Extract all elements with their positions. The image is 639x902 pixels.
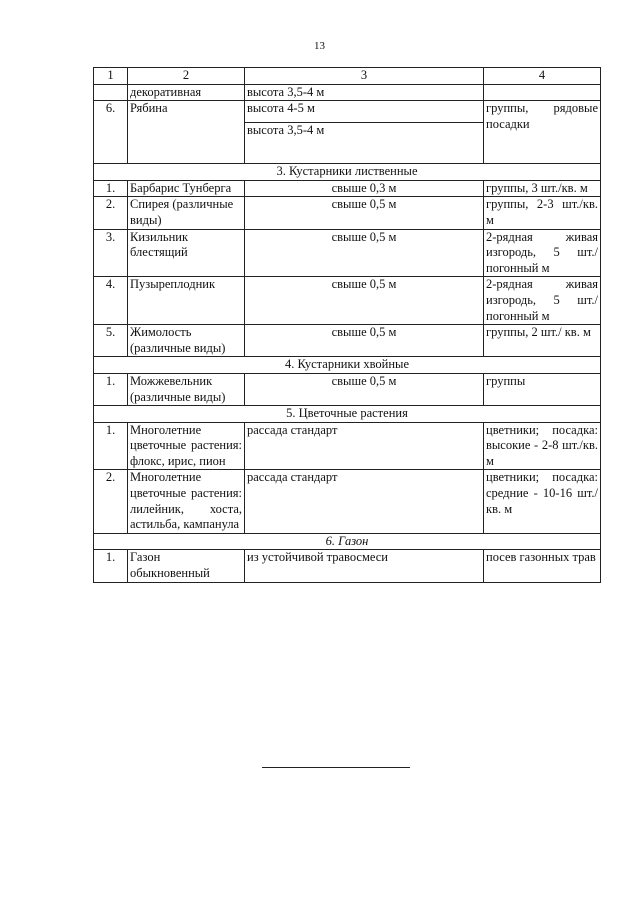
section-row bbox=[94, 406, 601, 423]
row-size: рассада стандарт bbox=[245, 422, 484, 470]
table-row bbox=[94, 550, 601, 582]
header-col-4: 4 bbox=[484, 68, 601, 85]
row-size: свыше 0,5 м bbox=[245, 229, 484, 277]
row-number: 6. bbox=[94, 101, 128, 164]
row-size: свыше 0,5 м bbox=[245, 277, 484, 325]
row-number bbox=[94, 84, 128, 101]
row-use: цветники; посадка: средние - 10-16 шт./кв. м bbox=[484, 470, 601, 533]
row-number: 4. bbox=[94, 277, 128, 325]
row-number: 1. bbox=[94, 550, 128, 582]
row-name: Барбарис Тунберга bbox=[128, 180, 245, 197]
table-row bbox=[94, 84, 601, 101]
row-name: Многолетние цветочные растения: флокс, ирис, пион bbox=[128, 422, 245, 470]
table-row bbox=[94, 180, 601, 197]
row-number: 1. bbox=[94, 180, 128, 197]
row-name: Многолетние цветочные растения: лилейник, хоста, астильба, кампанула bbox=[128, 470, 245, 533]
page-number: 13 bbox=[314, 40, 325, 52]
row-use: 2-рядная живая изгородь, 5 шт./ погонный м bbox=[484, 277, 601, 325]
header-col-2: 2 bbox=[128, 68, 245, 85]
row-name: декоративная bbox=[128, 84, 245, 101]
section-row bbox=[94, 357, 601, 374]
row-size: высота 3,5-4 м bbox=[245, 123, 484, 164]
row-use bbox=[484, 84, 601, 101]
header-col-1: 1 bbox=[94, 68, 128, 85]
table-row bbox=[94, 101, 601, 123]
header-row bbox=[94, 68, 601, 85]
row-size: свыше 0,5 м bbox=[245, 197, 484, 229]
row-number: 2. bbox=[94, 470, 128, 533]
section-row bbox=[94, 164, 601, 181]
row-number: 5. bbox=[94, 325, 128, 357]
row-name: Кизильник блестящий bbox=[128, 229, 245, 277]
table-row bbox=[94, 325, 601, 357]
section-title: 6. Газон bbox=[94, 533, 601, 550]
row-name: Можжевельник (различные виды) bbox=[128, 373, 245, 405]
section-row bbox=[94, 533, 601, 550]
row-size: свыше 0,5 м bbox=[245, 325, 484, 357]
row-use: группы, 2 шт./ кв. м bbox=[484, 325, 601, 357]
row-name: Пузыреплодник bbox=[128, 277, 245, 325]
signature-line bbox=[262, 767, 410, 768]
row-size: свыше 0,3 м bbox=[245, 180, 484, 197]
row-name: Газон обыкновенный bbox=[128, 550, 245, 582]
row-use: группы, рядовые посадки bbox=[484, 101, 601, 164]
table-row bbox=[94, 197, 601, 229]
section-title: 4. Кустарники хвойные bbox=[94, 357, 601, 374]
table-row bbox=[94, 277, 601, 325]
row-use: группы, 3 шт./кв. м bbox=[484, 180, 601, 197]
table-row bbox=[94, 422, 601, 470]
row-use: 2-рядная живая изгородь, 5 шт./ погонный м bbox=[484, 229, 601, 277]
row-size: свыше 0,5 м bbox=[245, 373, 484, 405]
row-size: из устойчивой травосмеси bbox=[245, 550, 484, 582]
row-number: 3. bbox=[94, 229, 128, 277]
row-name: Жимолость (различные виды) bbox=[128, 325, 245, 357]
row-size: высота 3,5-4 м bbox=[245, 84, 484, 101]
row-number: 1. bbox=[94, 422, 128, 470]
row-number: 1. bbox=[94, 373, 128, 405]
row-use: посев газонных трав bbox=[484, 550, 601, 582]
section-title: 3. Кустарники лиственные bbox=[94, 164, 601, 181]
row-name: Рябина bbox=[128, 101, 245, 164]
section-title: 5. Цветочные растения bbox=[94, 406, 601, 423]
header-col-3: 3 bbox=[245, 68, 484, 85]
table-row bbox=[94, 373, 601, 405]
row-use: группы, 2-3 шт./кв. м bbox=[484, 197, 601, 229]
row-size: рассада стандарт bbox=[245, 470, 484, 533]
table-row bbox=[94, 470, 601, 533]
row-name: Спирея (различные виды) bbox=[128, 197, 245, 229]
row-use: цветники; посадка: высокие - 2-8 шт./кв. м bbox=[484, 422, 601, 470]
row-number: 2. bbox=[94, 197, 128, 229]
table-row bbox=[94, 229, 601, 277]
row-use: группы bbox=[484, 373, 601, 405]
plants-table bbox=[93, 67, 601, 583]
row-size: высота 4-5 м bbox=[245, 101, 484, 123]
